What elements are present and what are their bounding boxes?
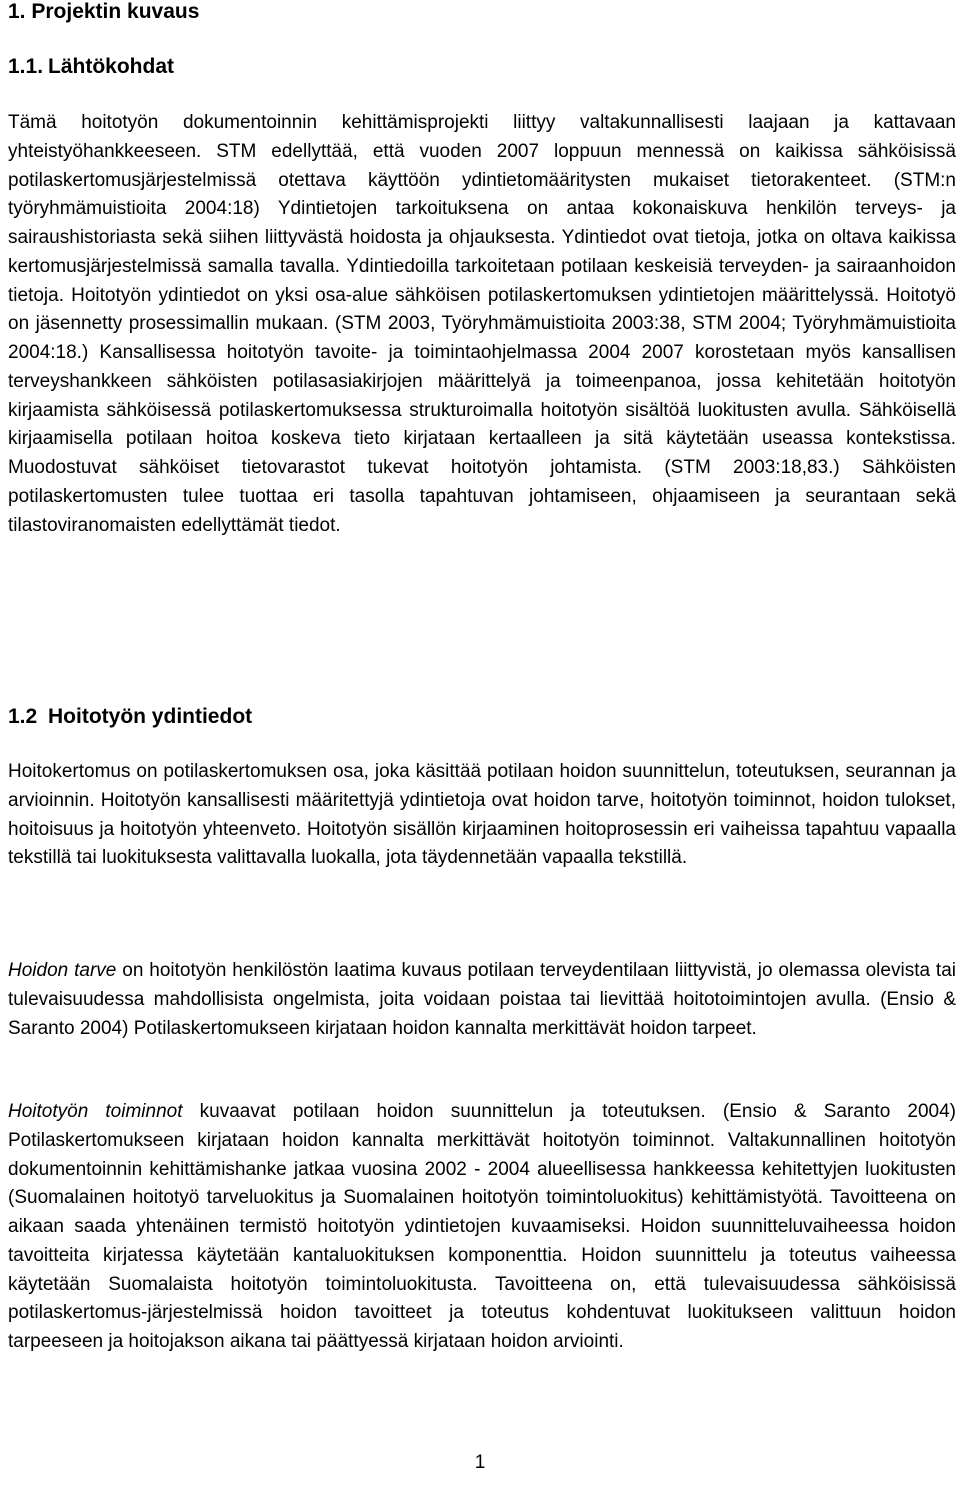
paragraph-hoidon-tarve — [8, 957, 956, 1043]
paragraph-text: kuvaavat potilaan hoidon suunnittelun ja toteutuksen. (Ensio & Saranto 2004) Potilaskertomukseen kirjataan hoidon kannalta merkittävät hoitotyön toiminnot. Valtakunnallinen hoitotyön dokumentoinnin kehittämishanke jatkaa vuosina 2002 - 2004 alueellisessa hankkeessa kehitettyjen luokitusten (Suomalainen hoitotyö tarveluokitus ja Suomalainen hoitotyön toimintoluokitus) kehittämistyötä. Tavoitteena on aikaan saada yhtenäinen termistö hoitotyön ydintietojen kuvaamiseksi. Hoidon suunnitteluvaiheessa hoidon tavoitteita kirjatessa käytetään kantaluokituksen komponenttia. Hoidon suunnittelu ja toteutus vaiheessa käytetään Suomalaista hoitotyön toimintoluokitusta. Tavoitteena on, että tulevaisuudessa sähköisissä potilaskertomus-järjestelmissä hoidon tavoitteet ja toteutus kohdentuvat luokitukseen valittuun hoidon tarpeeseen ja hoitojakson aikana tai päättyessä kirjataan hoidon arviointi. — [8, 1101, 956, 1352]
paragraph-hoitotyon-toiminnot — [8, 1098, 956, 1357]
section-title: Lähtökohdat — [48, 55, 174, 78]
term-hoitotyon-toiminnot: Hoitotyön toiminnot — [8, 1101, 183, 1122]
section-number: 1.2 — [8, 705, 38, 728]
paragraph-text: on hoitotyön henkilöstön laatima kuvaus potilaan terveydentilaan liittyvistä, jo olemassa olevista tai tulevaisuudessa mahdollisista ongelmista, joita voidaan poistaa tai lievittää hoitotoimintojen avulla. (Ensio & Saranto 2004) Potilaskertomukseen kirjataan hoidon kannalta merkittävät hoidon tarpeet. — [8, 960, 957, 1039]
section-heading-1-2 — [8, 705, 252, 729]
paragraph-hoitokertomus: Hoitokertomus on potilaskertomuksen osa, joka käsittää potilaan hoidon suunnittelun, toteutuksen, seurannan ja arvioinnin. Hoitotyön kansallisesti määritettyjä ydintietoja ovat hoidon tarve, hoitotyön toiminnot, hoidon tulokset, hoitoisuus ja hoitotyön yhteenveto. Hoitotyön sisällön kirjaaminen hoitoprosessin eri vaiheissa tapahtuu vapaalla tekstillä tai luokituksesta valittavalla luokalla, jota täydennetään vapaalla tekstillä. — [8, 761, 956, 869]
paragraph-lahtokohdat: Tämä hoitotyön dokumentoinnin kehittämisprojekti liittyy valtakunnallisesti laajaan ja kattavaan yhteistyöhankkeeseen. STM edellyttää, että vuoden 2007 loppuun mennessä on kaikissa sähköisissä potilaskertomusjärjestelmissä otettava käyttöön ydintietomääritysten mukaiset tietorakenteet. (STM:n työryhmämuistioita 2004:18) Ydintietojen tarkoituksena on antaa kokonaiskuva henkilön terveys- ja sairaushistoriasta sekä siihen liittyvästä hoidosta ja ohjauksesta. Ydintiedot ovat tietoja, jotka on oltava kaikissa kertomusjärjestelmissä samalla tavalla. Ydintiedoilla tarkoitetaan potilaan keskeisiä terveyden- ja sairaanhoidon tietoja. Hoitotyön ydintiedot on yksi osa-alue sähköisen potilaskertomuksen ydintietojen määrittelyssä. Hoitotyö on jäsennetty prosessimallin mukaan. (STM 2003, Työryhmämuistioita 2003:38, STM 2004; Työryhmämuistioita 2004:18.) Kansallisessa hoitotyön tavoite- ja toimintaohjelmassa 2004 2007 korostetaan myös kansallisen terveyshankkeen sähköisten potilasasiakirjojen määrittelyä ja toimeenpanoa, jossa kehitetään hoitotyön kirjaamista sähköisessä potilaskertomuksessa strukturoimalla hoitotyön sisältöä luokitusten avulla. Sähköisellä kirjaamisella potilaan hoitoa koskeva tieto kirjataan kertaalleen ja sitä käytetään useassa kontekstissa. Muodostuvat sähköiset tietovarastot tukevat hoitotyön johtamista. (STM 2003:18,83.) Sähköisten potilaskertomusten tulee tuottaa eri tasolla tapahtuvan johtamiseen, ohjaamiseen ja seurantaan sekä tilastoviranomaisten edellyttämät tiedot. — [8, 112, 956, 536]
page-number: 1 — [474, 1452, 486, 1473]
section-title: Hoitotyön ydintiedot — [48, 705, 253, 728]
section-heading-1-1 — [8, 55, 174, 79]
chapter-heading: 1. Projektin kuvaus — [8, 0, 200, 23]
section-number: 1.1. — [8, 55, 44, 78]
term-hoidon-tarve: Hoidon tarve — [8, 960, 117, 981]
